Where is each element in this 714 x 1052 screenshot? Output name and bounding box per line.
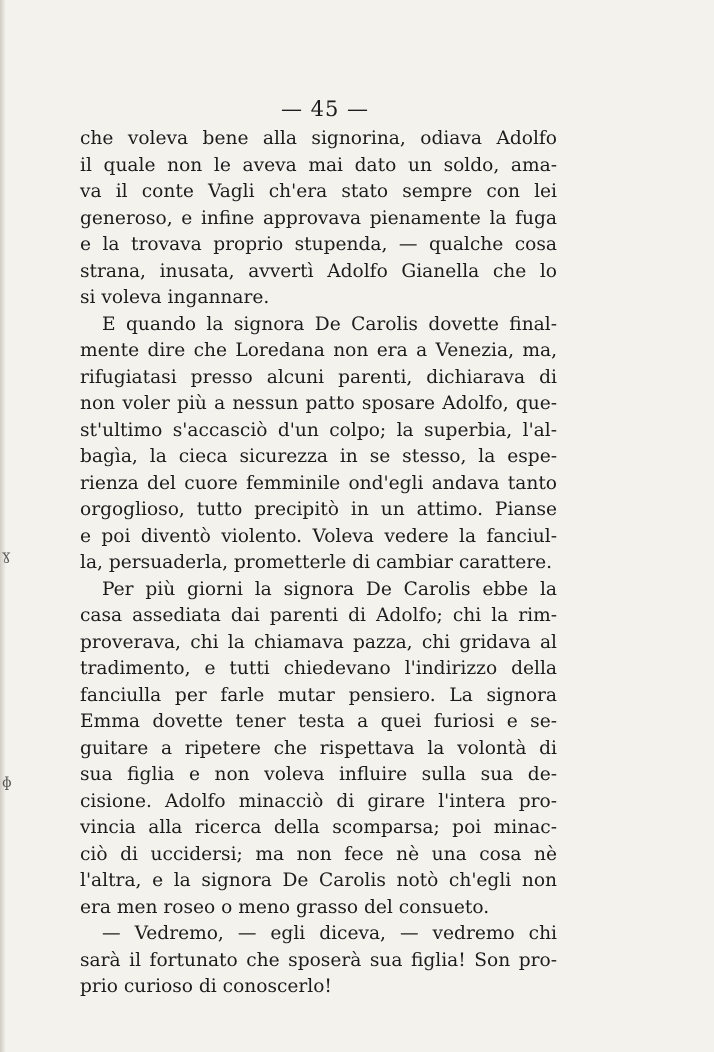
text-line: guitare a ripetere che rispettava la volontà di: [80, 737, 557, 759]
text-line: — Vedremo, — egli diceva, — vedremo chi: [102, 923, 557, 944]
text-line: strana, inusata, avvertì Adolfo Gianella che lo: [80, 260, 557, 282]
text-line: Emma dovette tener testa a quei furiosi e se-: [80, 711, 557, 732]
text-line: prio curioso di conoscerlo!: [80, 976, 332, 997]
page-number: — 45 —: [280, 97, 370, 121]
text-line: proverava, chi la chiamava pazza, chi gridava al: [80, 631, 557, 653]
text-line: era men roseo o meno grasso del consueto.: [80, 896, 490, 918]
text-line: Per più giorni la signora De Carolis ebbe la: [102, 578, 557, 600]
text-line: orgoglioso, tutto precipitò in un attimo. Pianse: [80, 499, 557, 520]
paragraph: [80, 126, 557, 312]
margin-scribble-mark: ɸ: [2, 775, 12, 791]
margin-scribble-mark: ɣ: [2, 548, 11, 564]
text-line: e la trovava proprio stupenda, — qualche cosa: [80, 234, 557, 255]
text-line: che voleva bene alla signorina, odiava Adolfo: [80, 128, 557, 149]
paragraph: [80, 312, 557, 577]
page-edge-shadow: [0, 0, 6, 1052]
text-line: la, persuaderla, prometterle di cambiar carattere.: [80, 552, 553, 573]
text-line: bagìa, la cieca sicurezza in se stesso, la espe-: [80, 446, 557, 467]
paragraph: [80, 921, 557, 1001]
text-line: tradimento, e tutti chiedevano l'indirizzo della: [80, 658, 557, 679]
text-line: rifugiatasi presso alcuni parenti, dichiarava di: [80, 366, 557, 388]
text-line: mente dire che Loredana non era a Venezia, ma,: [80, 340, 557, 361]
text-line: st'ultimo s'accasciò d'un colpo; la superbia, l'al-: [80, 419, 557, 441]
text-line: ciò di uccidersi; ma non fece nè una cosa nè: [80, 843, 557, 865]
text-line: il quale non le aveva mai dato un soldo, ama-: [80, 154, 557, 176]
paragraph: [80, 577, 557, 922]
text-line: fanciulla per farle mutar pensiero. La signora: [80, 684, 557, 706]
text-line: non voler più a nessun patto sposare Adolfo, que-: [80, 393, 557, 414]
body-text: [80, 126, 557, 1001]
text-line: sarà il fortunato che sposerà sua figlia! Son pro-: [80, 949, 557, 971]
text-line: cisione. Adolfo minacciò di girare l'intera pro-: [80, 790, 557, 812]
text-line: va il conte Vagli ch'era stato sempre con lei: [80, 181, 557, 202]
text-line: e poi diventò violento. Voleva vedere la fanciul-: [80, 525, 557, 547]
text-line: rienza del cuore femminile ond'egli andava tanto: [80, 472, 557, 494]
text-line: casa assediata dai parenti di Adolfo; chi la rim-: [80, 605, 557, 626]
text-line: si voleva ingannare.: [80, 287, 270, 308]
text-line: vincia alla ricerca della scomparsa; poi minac-: [80, 817, 557, 838]
text-line: l'altra, e la signora De Carolis notò ch'egli non: [80, 870, 557, 891]
text-line: E quando la signora De Carolis dovette final-: [102, 313, 557, 335]
text-line: sua figlia e non voleva influire sulla sua de-: [80, 764, 557, 785]
text-line: generoso, e infine approvava pienamente la fuga: [80, 207, 557, 229]
